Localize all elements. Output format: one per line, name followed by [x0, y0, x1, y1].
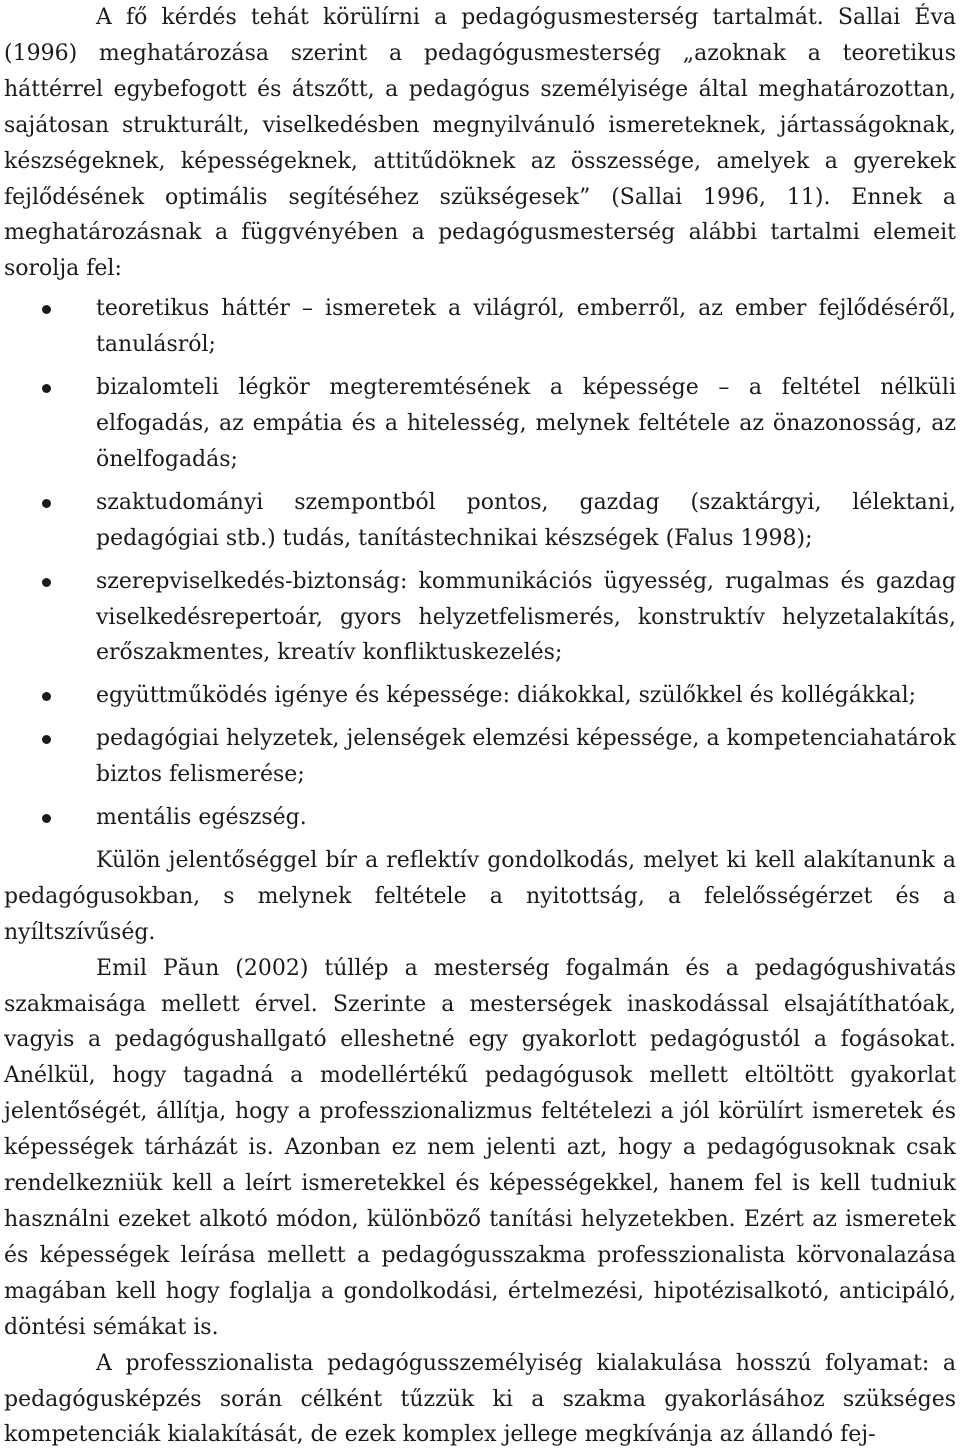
- list-item: [4, 721, 956, 793]
- list-item-text: bizalomteli légkör megteremtésének a képessége – a feltétel nélküli elfogadás, az empátia és a hitelesség, melynek feltétele az önazonosság, az önelfogadás;: [96, 375, 956, 472]
- list-item: [4, 291, 956, 363]
- bullet-icon: [42, 499, 51, 508]
- list-item-text: pedagógiai helyzetek, jelenségek elemzési képessége, a kompetenciahatárok biztos felismerése;: [96, 726, 956, 788]
- list-item-text: mentális egészség.: [96, 805, 307, 831]
- bullet-list: [4, 291, 956, 836]
- paragraph-reflective: Külön jelentőséggel bír a reflektív gondolkodás, melyet ki kell alakítanunk a pedagógusokban, s melynek feltétele a nyitottság, a felelősségérzet és a nyíltszívűség.: [4, 847, 956, 945]
- list-item: [4, 678, 956, 714]
- list-item-text: teoretikus háttér – ismeretek a világról, emberről, az ember fejlődéséről, tanulásról;: [96, 296, 956, 358]
- list-item-text: együttműködés igénye és képessége: diákokkal, szülőkkel és kollégákkal;: [96, 683, 917, 709]
- document-page: [4, 0, 956, 1453]
- bullet-icon: [42, 692, 51, 701]
- list-item: [4, 370, 956, 478]
- paragraph-professional: A professzionalista pedagógusszemélyiség kialakulása hosszú folyamat: a pedagógusképzés során célként tűzzük ki a szakma gyakorlásához szükséges kompetenciák kialakítását, de ezek komplex jellege megkívánja az állandó fej-: [4, 1350, 956, 1448]
- list-item: [4, 800, 956, 836]
- list-item: [4, 564, 956, 672]
- paragraph-intro: A fő kérdés tehát körülírni a pedagógusmesterség tartalmát. Sallai Éva (1996) meghatározása szerint a pedagógusmesterség „azoknak a teoretikus háttérrel egybefogott és átszőtt, a pedagógus személyisége által meghatározottan, sajátosan strukturált, viselkedésben megnyilvánuló ismereteknek, jártasságoknak, készségeknek, képességeknek, attitűdöknek az összessége, amelyek a gyerekek fejlődésének optimális segítéséhez szükségesek” (Sallai 1996, 11). Ennek a meghatározásnak a függvényében a pedagógusmesterség alábbi tartalmi elemeit sorolja fel:: [4, 5, 956, 282]
- bullet-icon: [42, 814, 51, 823]
- bullet-icon: [42, 305, 51, 314]
- bullet-icon: [42, 384, 51, 393]
- bullet-icon: [42, 735, 51, 744]
- paragraph-paun: Emil Păun (2002) túllép a mesterség fogalmán és a pedagógushivatás szakmaisága mellett érvel. Szerinte a mesterségek inaskodással elsajátíthatóak, vagyis a pedagógushallgató elleshetné egy gyakorlott pedagógustól a fogásokat. Anélkül, hogy tagadná a modellértékű pedagógusok mellett eltöltött gyakorlat jelentőségét, állítja, hogy a professzionalizmus feltételezi a jól körülírt ismeretek és képességek tárházát is. Azonban ez nem jelenti azt, hogy a pedagógusoknak csak rendelkezniük kell a leírt ismeretekkel és képességekkel, hanem fel is kell tudniuk használni ezeket alkotó módon, különböző tanítási helyzetekben. Ezért az ismeretek és képességek leírása mellett a pedagógusszakma professzionalista körvonalazása magában kell hogy foglalja a gondolkodási, értelmezési, hipotézisalkotó, anticipáló, döntési sémákat is.: [4, 955, 956, 1340]
- bullet-icon: [42, 578, 51, 587]
- list-item-text: szaktudományi szempontból pontos, gazdag (szaktárgyi, lélektani, pedagógiai stb.) tudás, tanítástechnikai készségek (Falus 1998);: [96, 489, 956, 551]
- list-item-text: szerepviselkedés-biztonság: kommunikációs ügyesség, rugalmas és gazdag viselkedésrepertoár, gyors helyzetfelismerés, konstruktív helyzetalakítás, erőszakmentes, kreatív konfliktuskezelés;: [96, 568, 956, 666]
- list-item: [4, 485, 956, 557]
